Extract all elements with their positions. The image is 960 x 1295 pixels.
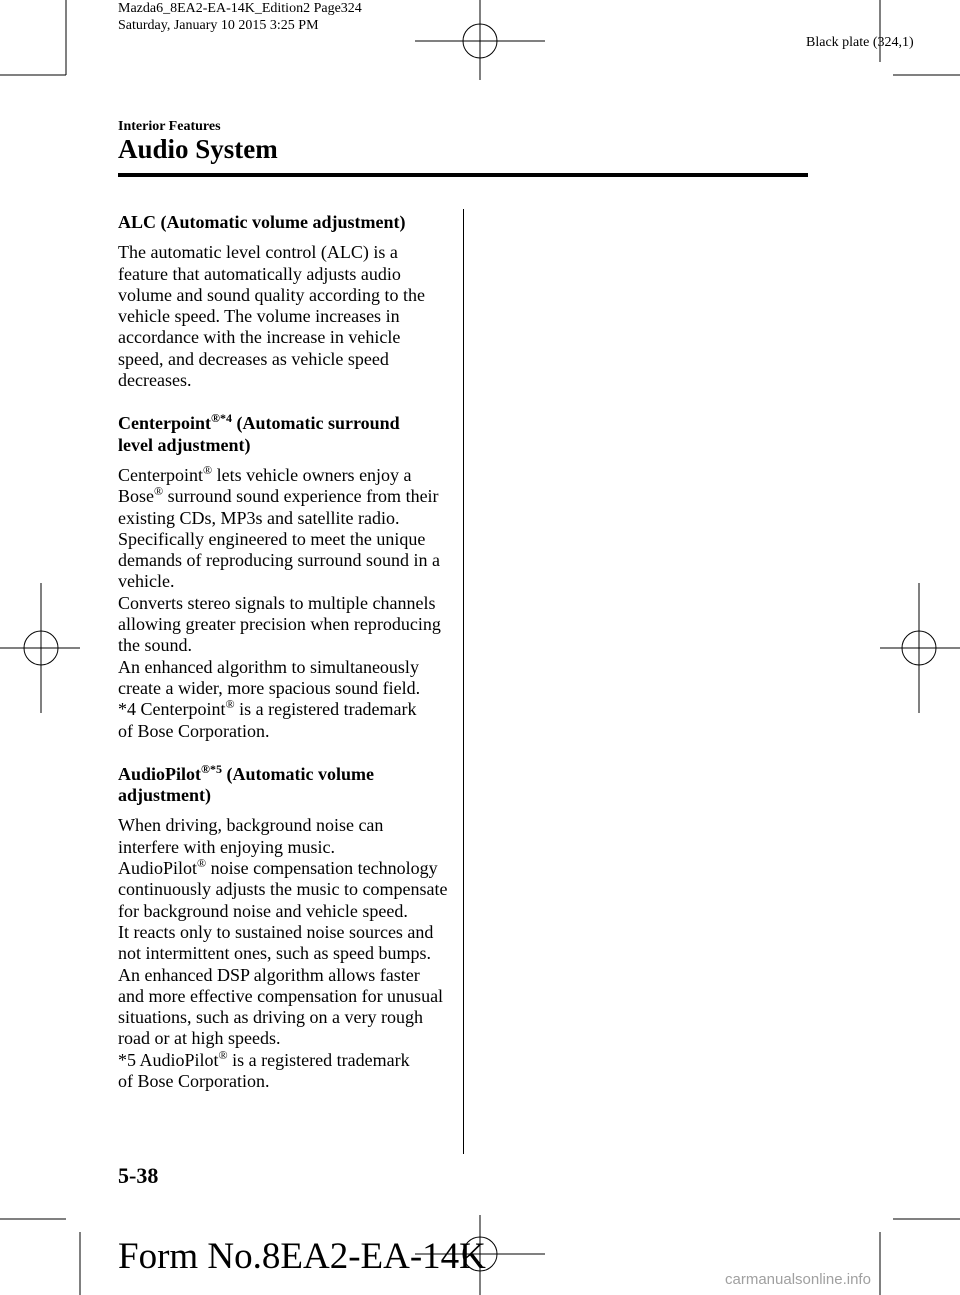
audiopilot-trademark-note: *5 AudioPilot® is a registered trademark of Bose Corporation. <box>118 1047 410 1091</box>
column-divider <box>463 209 464 1154</box>
form-number: Form No.8EA2-EA-14K <box>118 1236 486 1277</box>
page-number: 5-38 <box>118 1163 159 1188</box>
alc-body: The automatic level control (ALC) is a feature that automatically adjusts audio volume and sound quality according to the vehicle speed. The volume increases in accordance with the increase in vehicle speed, and decreases as vehicle speed decreases. <box>118 242 425 391</box>
audiopilot-reacts: It reacts only to sustained noise sources and not intermittent ones, such as speed bumps. <box>118 921 434 964</box>
plate-label: Black plate (324,1) <box>806 35 914 50</box>
left-column <box>118 212 448 1092</box>
page-title: Audio System <box>118 134 278 164</box>
audiopilot-heading: AudioPilot$^{®*5}$ (Automatic volume adjustment) <box>118 761 374 806</box>
audiopilot-technology: AudioPilot® noise compensation technology continuously adjusts the music to compensate for background noise and vehicle speed. <box>118 856 448 921</box>
audiopilot-intro: When driving, background noise can interfere with enjoying music. <box>118 815 384 857</box>
centerpoint-heading: Centerpoint$^{®*4}$ (Automatic surround level adjustment) <box>118 411 400 455</box>
watermark: carmanualsonline.info <box>725 1271 871 1288</box>
print-date-line: Saturday, January 10 2015 3:25 PM <box>118 18 319 33</box>
centerpoint-intro: Centerpoint® lets vehicle owners enjoy a Bose® surround sound experience from their existing CDs, MP3s and satellite radio. <box>118 462 439 528</box>
centerpoint-engineered: Specifically engineered to meet the unique demands of reproducing surround sound in a vehicle. <box>118 528 440 592</box>
title-rule <box>118 173 808 177</box>
centerpoint-algorithm: An enhanced algorithm to simultaneously create a wider, more spacious sound field. <box>118 656 421 698</box>
centerpoint-converts: Converts stereo signals to multiple channels allowing greater precision when reproducing the sound. <box>118 592 441 656</box>
print-file-line: Mazda6_8EA2-EA-14K_Edition2 Page324 <box>118 1 362 16</box>
audiopilot-dsp: An enhanced DSP algorithm allows faster and more effective compensation for unusual situations, such as driving on a very rough road or at high speeds. <box>118 964 444 1049</box>
centerpoint-trademark-note: *4 Centerpoint® is a registered trademark of Bose Corporation. <box>118 697 417 741</box>
alc-heading: ALC (Automatic volume adjustment) <box>118 212 406 232</box>
section-label: Interior Features <box>118 119 221 134</box>
